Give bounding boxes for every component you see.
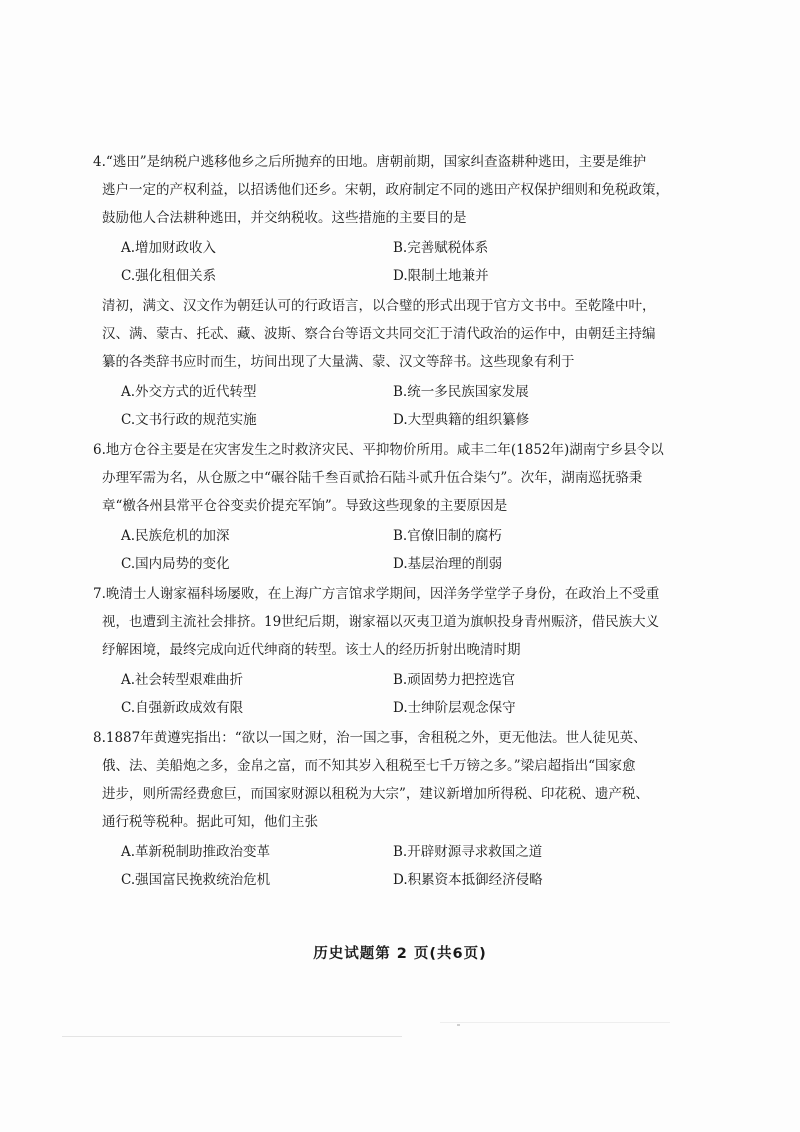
question-8 (93, 724, 702, 894)
option-d: D.基层治理的削弱 (393, 556, 503, 572)
question-8-line-1: 8.1887年黄遵宪指出：“欲以一国之财，治一国之事，舍租税之外，更无他法。世人徒见英、 (93, 730, 647, 746)
scan-artifact-line (440, 1022, 670, 1023)
option-d: D.大型典籍的组织纂修 (393, 412, 530, 428)
option-c: C.文书行政的规范实施 (121, 412, 257, 428)
question-4-line-1: 4.“逃田”是纳税户逃移他乡之后所抛弃的田地。唐朝前期，国家纠查盗耕种逃田，主要是维护 (93, 154, 647, 170)
question-6-line-3: 章“檄各州县常平仓谷变卖价提充军饷”。导致这些现象的主要原因是 (102, 498, 508, 514)
option-a: A.民族危机的加深 (121, 528, 230, 544)
question-7-line-1: 7.晚清士人谢家福科场屡败，在上海广方言馆求学期间，因洋务学堂学子身份，在政治上不受重 (93, 586, 660, 602)
question-6-options (121, 522, 702, 578)
question-6-line-2: 办理军需为名，从仓厫之中“碾谷陆千叁百贰拾石陆斗贰升伍合柒勺”。次年，湖南巡抚骆秉 (102, 470, 643, 486)
question-8-options (121, 838, 702, 894)
question-5-line-3: 纂的各类辞书应时而生，坊间出现了大量满、蒙、汉文等辞书。这些现象有利于 (102, 354, 575, 370)
option-b: B.官僚旧制的腐朽 (393, 528, 502, 544)
option-d: D.积累资本抵御经济侵略 (393, 872, 543, 888)
question-5-line-2: 汉、满、蒙古、托忒、藏、波斯、察合台等语文共同交汇于清代政治的运作中，由朝廷主持编 (102, 326, 656, 342)
option-d: D.限制土地兼并 (393, 268, 489, 284)
option-c: C.自强新政成效有限 (121, 700, 244, 716)
page-footer: 历史试题第 2 页(共6页) (313, 946, 487, 962)
question-4 (93, 148, 702, 290)
question-7 (93, 580, 702, 722)
option-a: A.外交方式的近代转型 (121, 384, 257, 400)
question-5-line-1: 清初，满文、汉文作为朝廷认可的行政语言，以合璧的形式出现于官方文书中。至乾隆中叶， (102, 298, 656, 314)
question-4-line-3: 鼓励他人合法耕种逃田，并交纳税收。这些措施的主要目的是 (102, 210, 467, 226)
scan-artifact-line (62, 1036, 402, 1037)
question-6-line-1: 6.地方仓谷主要是在灾害发生之时救济灾民、平抑物价所用。咸丰二年(1852年)湖南宁乡县令以 (93, 442, 664, 458)
option-b: B.顽固势力把控选官 (393, 672, 516, 688)
option-a: A.革新税制助推政治变革 (121, 844, 271, 860)
option-a: A.社会转型艰难曲折 (121, 672, 244, 688)
question-5 (102, 292, 702, 434)
question-4-line-2: 逃户一定的产权利益，以招诱他们还乡。宋朝，政府制定不同的逃田产权保护细则和免税政策， (102, 182, 669, 198)
question-8-line-4: 通行税等税种。据此可知，他们主张 (102, 814, 318, 830)
question-8-line-3: 进步，则所需经费愈巨，而国家财源以租税为大宗”，建议新增加所得税、印花税、遗产税、 (102, 786, 649, 802)
option-b: B.统一多民族国家发展 (393, 384, 529, 400)
option-b: B.完善赋税体系 (393, 240, 489, 256)
question-5-options (121, 378, 702, 434)
question-7-line-2: 视，也遭到主流社会排挤。19世纪后期，谢家福以灭夷卫道为旗帜投身青州赈济，借民族大义 (102, 614, 660, 630)
question-8-line-2: 俄、法、美船炮之多，金帛之富，而不知其岁入租税至七千万镑之多。”梁启超指出“国家愈 (102, 758, 636, 774)
scan-artifact-speck (457, 1024, 460, 1026)
option-c: C.强国富民挽救统治危机 (121, 872, 271, 888)
option-c: C.国内局势的变化 (121, 556, 230, 572)
question-7-line-3: 纾解困境，最终完成向近代绅商的转型。该士人的经历折射出晚清时期 (102, 642, 521, 658)
question-4-options (121, 234, 702, 290)
option-c: C.强化租佃关系 (121, 268, 217, 284)
option-a: A.增加财政收入 (121, 240, 217, 256)
option-b: B.开辟财源寻求救国之道 (393, 844, 543, 860)
question-list (93, 148, 702, 896)
question-6 (93, 436, 702, 578)
question-7-options (121, 666, 702, 722)
option-d: D.士绅阶层观念保守 (393, 700, 516, 716)
